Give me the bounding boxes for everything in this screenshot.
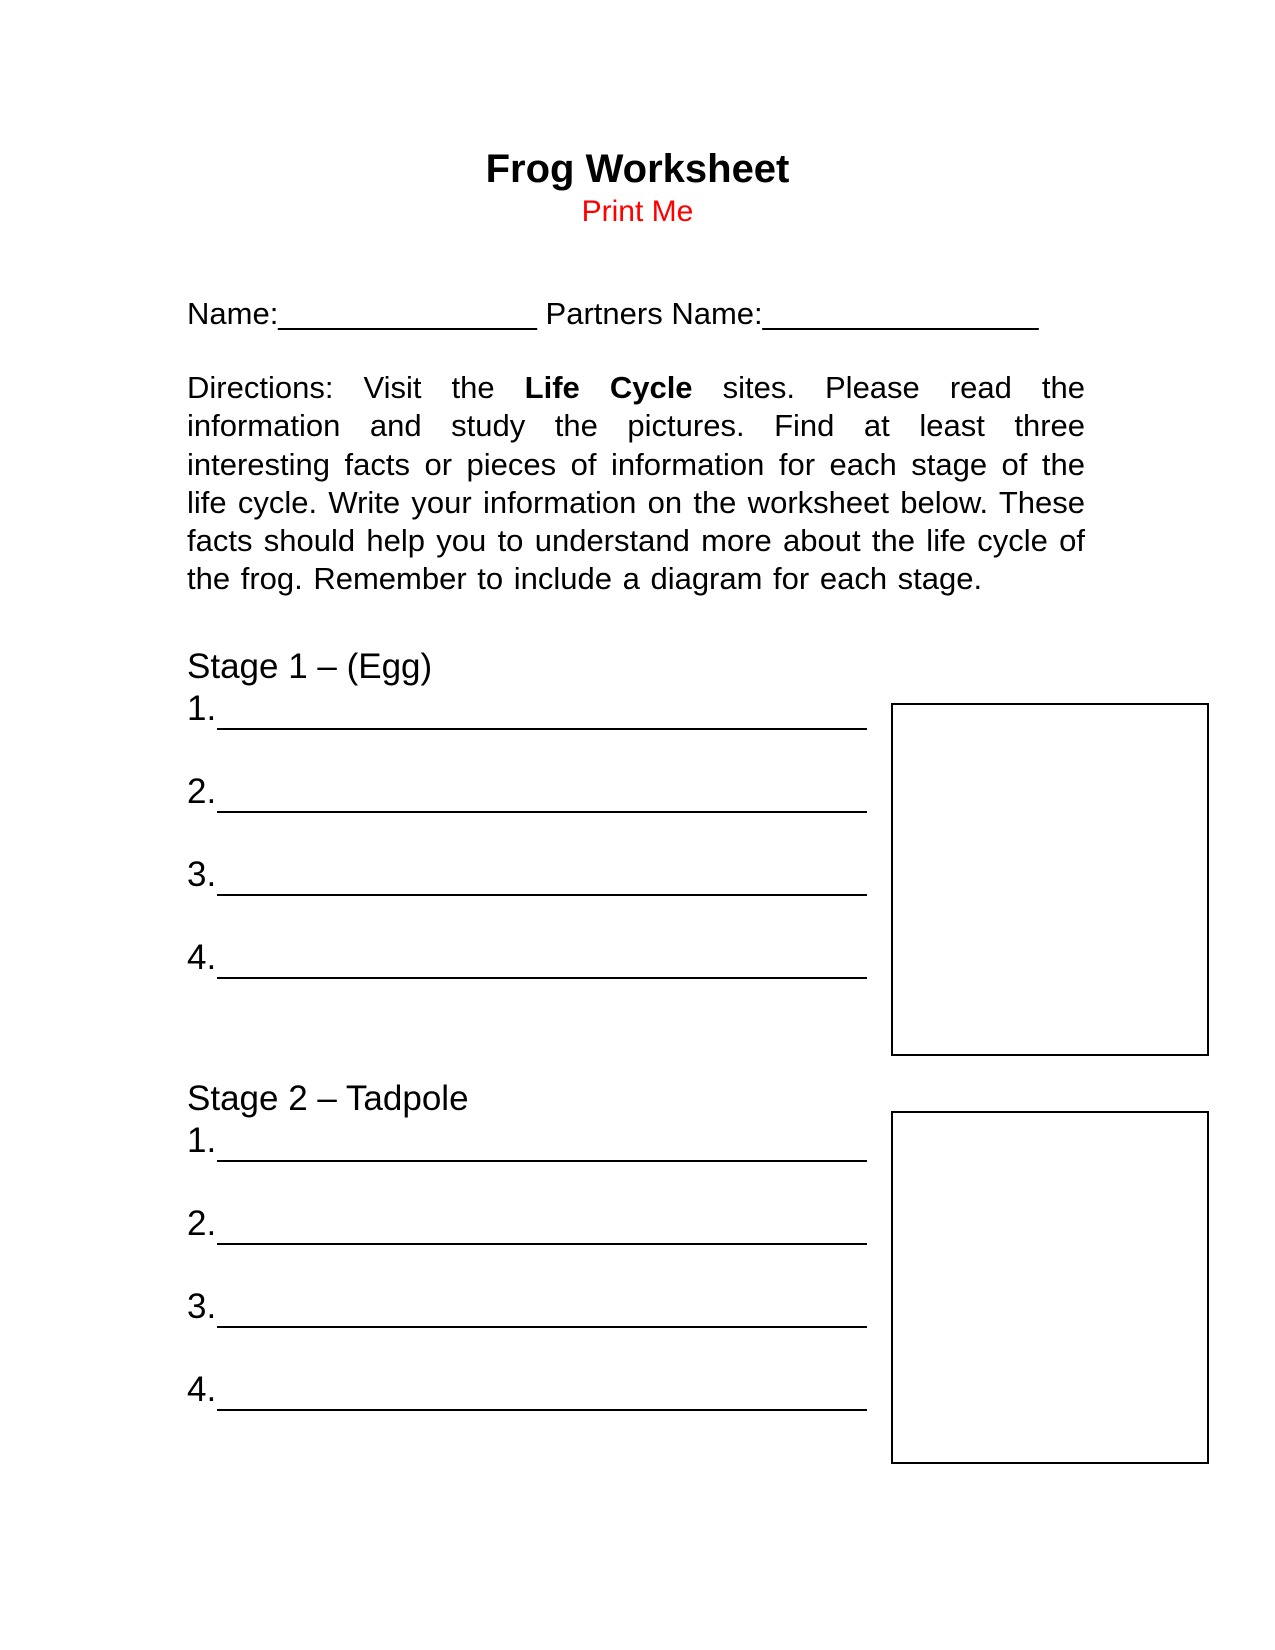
answer-rule[interactable] [217, 856, 867, 896]
line-number: 4. [187, 938, 217, 977]
worksheet-title: Frog Worksheet [485, 147, 790, 191]
print-me-link[interactable]: Print Me [581, 195, 694, 228]
directions-prefix: Directions: Visit the [187, 370, 525, 405]
line-number: 2. [187, 1204, 217, 1243]
answer-rule[interactable] [217, 690, 867, 730]
answer-rule[interactable] [217, 773, 867, 813]
line-number: 3. [187, 1287, 217, 1326]
stage-2-title: Stage 2 – Tadpole [187, 1079, 469, 1118]
stage-1-answer-line-3[interactable] [187, 854, 867, 896]
stage-2-answer-line-1[interactable] [187, 1120, 867, 1162]
answer-rule[interactable] [217, 1371, 867, 1411]
name-field-label[interactable]: Name:_______________ [187, 296, 537, 331]
stage-1-diagram-box[interactable] [891, 703, 1209, 1056]
stage-1-answer-line-4[interactable] [187, 937, 867, 979]
answer-rule[interactable] [217, 1205, 867, 1245]
answer-rule[interactable] [217, 939, 867, 979]
line-number: 2. [187, 772, 217, 811]
answer-rule[interactable] [217, 1122, 867, 1162]
line-number: 1. [187, 689, 217, 728]
line-number: 1. [187, 1121, 217, 1160]
directions-body: sites. Please read the information and study the pictures. Find at least three interesting facts or pieces of information for each stage of the life cycle. Write your information on the worksheet below. These facts should help you to understand more about the life cycle of the frog. Remember to include a diagram for each stage. [187, 370, 1086, 597]
stage-1-title: Stage 1 – (Egg) [187, 647, 433, 686]
answer-rule[interactable] [217, 1288, 867, 1328]
partners-name-field-label[interactable]: Partners Name:________________ [545, 296, 1039, 331]
line-number: 4. [187, 1370, 217, 1409]
line-number: 3. [187, 855, 217, 894]
stage-2-answer-line-2[interactable] [187, 1203, 867, 1245]
stage-2-diagram-box[interactable] [891, 1111, 1209, 1464]
stage-2-answer-line-4[interactable] [187, 1369, 867, 1411]
stage-1-answer-line-2[interactable] [187, 771, 867, 813]
stage-1-answer-line-1[interactable] [187, 688, 867, 730]
stage-2-answer-line-3[interactable] [187, 1286, 867, 1328]
life-cycle-bold: Life Cycle [524, 370, 693, 405]
name-row [187, 295, 1038, 333]
directions-paragraph [187, 369, 1085, 599]
